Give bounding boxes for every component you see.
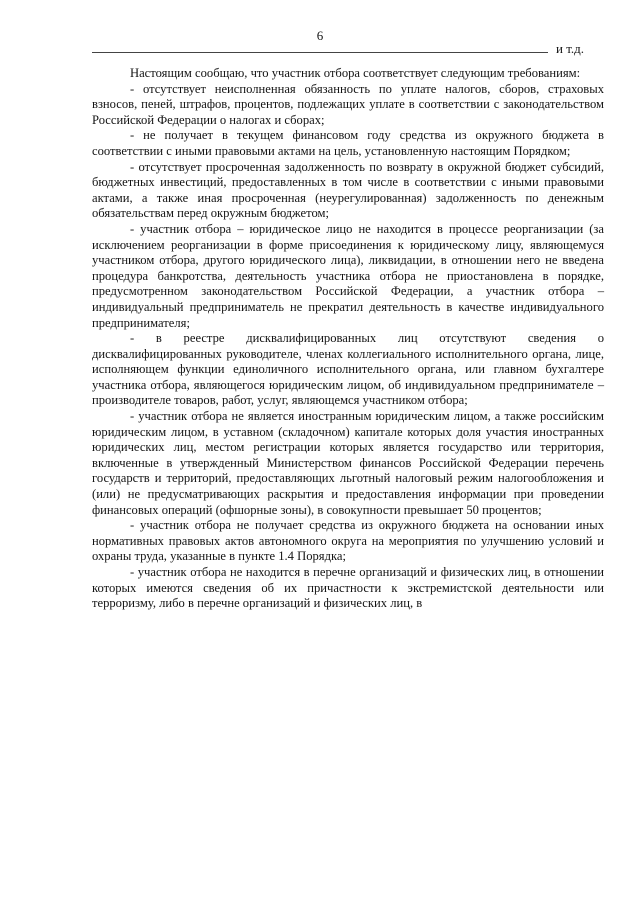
requirement-item: - участник отбора не является иностранным юридическим лицом, а также российским юридическим лицом, в уставном (складочном) капитале которых доля участия иностранных юридических лиц, местом регистрации которых является государство или территория, включенные в утвержденный Министерством финансов Российской Федерации перечень государств и территорий, предоставляющих льготный налоговый режим налогообложения и (или) не предусматривающих раскрытия и предоставления информации при проведении финансовых операций (офшорные зоны), в совокупности превышает 50 процентов; bbox=[92, 409, 604, 517]
requirement-item: - не получает в текущем финансовом году средства из окружного бюджета в соответствии с иными правовыми актами на цель, установленную настоящим Порядком; bbox=[92, 128, 604, 158]
requirement-item: - в реестре дисквалифицированных лиц отсутствуют сведения о дисквалифицированных руководителе, членах коллегиального исполнительного органа, лице, исполняющем функции единоличного исполнительного органа, или главном бухгалтере участника отбора, являющегося юридическим лицом, об индивидуальном предпринимателе – производителе товаров, работ, услуг, являющемся участником отбора; bbox=[92, 331, 604, 408]
signature-suffix: и т.д. bbox=[556, 41, 585, 56]
intro-paragraph: Настоящим сообщаю, что участник отбора соответствует следующим требованиям: bbox=[130, 66, 581, 80]
requirement-item: - отсутствует неисполненная обязанность по уплате налогов, сборов, страховых взносов, пеней, штрафов, процентов, подлежащих уплате в соответствии с законодательством Российской Федерации о налогах и сборах; bbox=[92, 81, 604, 127]
page-number: 6 bbox=[316, 28, 324, 43]
requirement-item: - участник отбора не находится в перечне организаций и физических лиц, в отношении которых имеются сведения об их причастности к экстремистской деятельности или терроризму, либо в перечне организаций и физических лиц, в bbox=[92, 565, 604, 611]
requirement-item: - участник отбора не получает средства из окружного бюджета на основании иных нормативных правовых актов автономного округа на мероприятия по улучшению условий и охраны труда, указанные в пункте 1.4 Порядка; bbox=[92, 518, 604, 564]
signature-line bbox=[92, 52, 548, 53]
document-body bbox=[92, 66, 604, 612]
requirement-item: - участник отбора – юридическое лицо не находится в процессе реорганизации (за исключением реорганизации в форме присоединения к юридическому лицу, являющемуся участником отбора, другого юридического лица), ликвидации, в отношении него не введена процедура банкротства, деятельность участника отбора не приостановлена в порядке, предусмотренном законодательством Российской Федерации, а участник отбора – индивидуальный предприниматель не прекратил деятельность в качестве индивидуального предпринимателя; bbox=[92, 221, 604, 330]
requirement-item: - отсутствует просроченная задолженность по возврату в окружной бюджет субсидий, бюджетных инвестиций, предоставленных в том числе в соответствии с иными правовыми актами, а также иная просроченная (неурегулированная) задолженность по денежным обязательствам перед окружным бюджетом; bbox=[92, 159, 604, 221]
